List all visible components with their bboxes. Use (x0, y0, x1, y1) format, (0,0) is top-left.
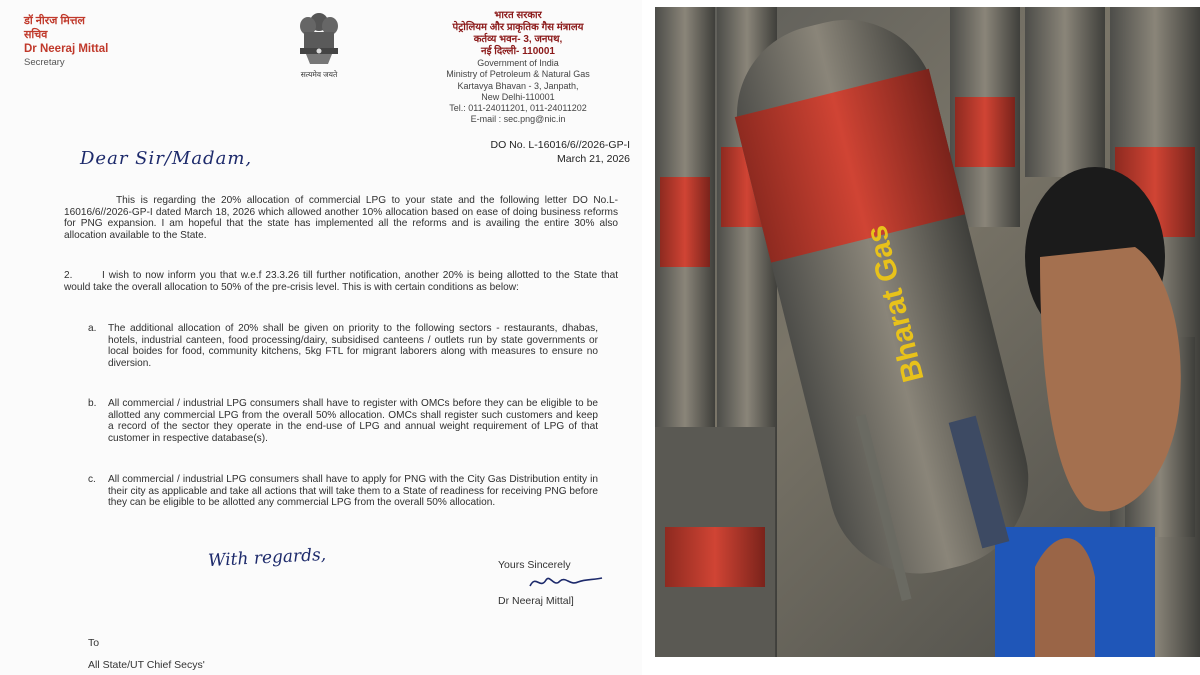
reference-block (412, 138, 630, 166)
condition-c-label: c. (88, 474, 96, 485)
sender-role: Secretary (24, 57, 65, 68)
office-hindi-line: नई दिल्ली- 110001 (481, 46, 555, 57)
paragraph-1: This is regarding the 20% allocation of commercial LPG to your state and the following letter DO No.L-16016/6//2026-GP-I dated March 18, 2026 which allowed another 10% allocation based on ease of doing business reforms for PNG expansion. I am hopeful that the state has implemented all the reforms and is availing the entire 30% also allocation available to the State. (64, 195, 618, 241)
cylinders-scene (655, 7, 1200, 657)
lion-capital-icon (290, 8, 348, 70)
emblem-motto: सत्यमेव जयते (300, 70, 338, 79)
do-number: DO No. L-16016/6//2026-GP-I (490, 139, 630, 151)
sender-block (24, 14, 108, 70)
yours-sincerely: Yours Sincerely (498, 559, 571, 571)
cylinder-brand-text: Bharat Gas (859, 222, 931, 386)
condition-a: The additional allocation of 20% shall be given on priority to the following sectors - restaurants, dhabas, hotels, industrial canteen, food processing/dairy, subsidised canteens / outlets run by state governments or local boides for food, community kitchens, 5kg FTL for migrant laborers along with measures to ensure no diversion. (108, 323, 598, 369)
sender-hindi-title: सचिव (24, 29, 48, 41)
office-hindi-line: पेट्रोलियम और प्राकृतिक गैस मंत्रालय (452, 22, 584, 33)
recipient-line: All State/UT Chief Secys' (88, 659, 205, 671)
closing-regards: With regards, (207, 544, 327, 572)
letter-date: March 21, 2026 (557, 153, 630, 165)
handwritten-signature-icon (526, 572, 606, 592)
sender-name: Dr Neeraj Mittal (24, 43, 109, 55)
national-emblem (290, 8, 348, 80)
office-english-line: Government of India (477, 58, 559, 68)
lpg-cylinders-photo (655, 7, 1200, 657)
sender-hindi-name: डॉ नीरज मित्तल (24, 15, 85, 27)
salutation: Dear Sir/Madam, (80, 148, 253, 169)
to-label: To (88, 637, 100, 649)
office-english-line: Kartavya Bhavan - 3, Janpath, (457, 80, 579, 91)
signatory-name: Dr Neeraj Mittal] (498, 595, 574, 607)
condition-a-label: a. (88, 323, 97, 334)
office-english-line: Tel.: 011-24011201, 011-24011202 (449, 103, 587, 114)
condition-b-label: b. (88, 398, 97, 409)
office-hindi-line: भारत सरकार (494, 10, 542, 21)
worker-figure (995, 167, 1181, 657)
office-english-line: New Delhi-110001 (481, 91, 555, 102)
ministry-address (400, 10, 636, 126)
paragraph-2: I wish to now inform you that w.e.f 23.3.26 till further notification, another 20% is being allotted to the State that would take the overall allocation to 50% of the pre-crisis level. This is with certain conditions as below: (64, 270, 618, 293)
office-hindi-line: कर्तव्य भवन- 3, जनपथ, (473, 34, 563, 45)
office-english-line: E-mail : sec.png@nic.in (470, 114, 566, 125)
addressee-block (88, 632, 205, 675)
paragraph-2-number: 2. (64, 270, 73, 281)
condition-b: All commercial / industrial LPG consumers shall have to register with OMCs before they can be eligible to be allotted any commercial LPG from the overall 50% allocation. OMCs shall register such customers and keep a record of the sector they operate in the end-use of LPG and annual weight requirement of LPG of that customer in respective database(s). (108, 398, 598, 444)
condition-c: All commercial / industrial LPG consumers shall have to apply for PNG with the City Gas Distribution entity in their city as applicable and take all actions that will take them to a State of readiness for receiving PNG before they can be eligible to be allotted any commercial LPG from the overall 50% allocation. (108, 474, 598, 508)
panel-divider (642, 0, 655, 675)
office-english-line: Ministry of Petroleum & Natural Gas (446, 69, 590, 80)
